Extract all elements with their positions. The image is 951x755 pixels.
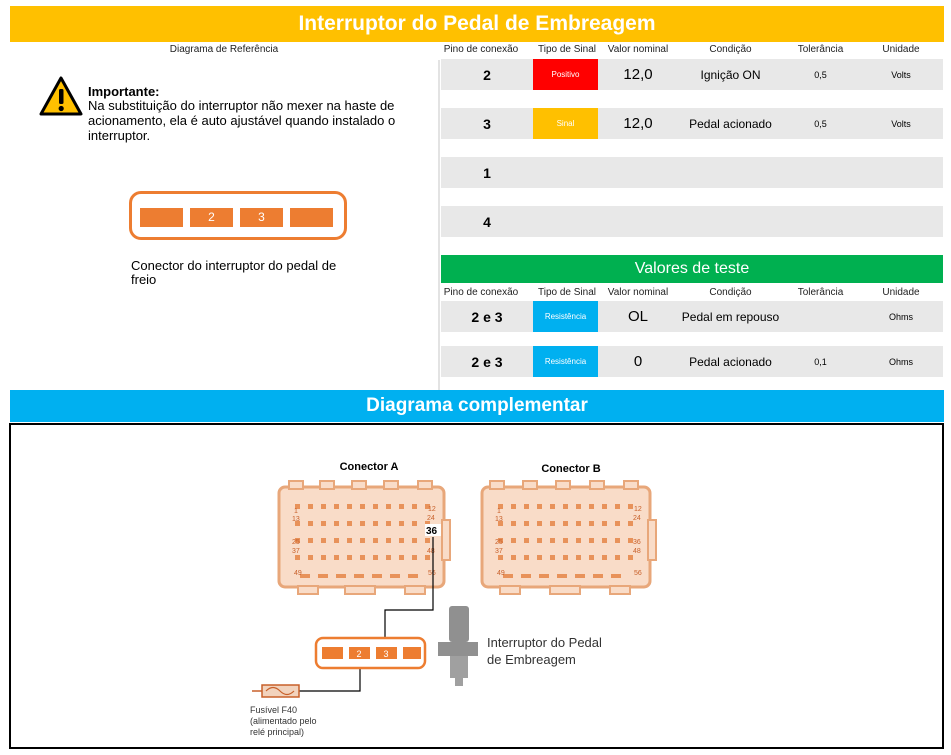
a-pin-label: 49 bbox=[294, 570, 302, 577]
switch-connector-diagram bbox=[316, 638, 425, 668]
row-pin: 4 bbox=[483, 213, 491, 230]
a-pin-label: 13 bbox=[292, 516, 300, 523]
signal-badge-positivo: Positivo bbox=[533, 59, 598, 90]
test-row-value: 0 bbox=[633, 353, 643, 370]
col-header-signal: Tipo de Sinal bbox=[538, 44, 596, 55]
col-header-pin: Pino de conexão bbox=[443, 44, 519, 55]
b-pin-label: 36 bbox=[633, 539, 641, 546]
test-row-unit: Ohms bbox=[888, 311, 913, 322]
a-pin-label: 25 bbox=[292, 539, 300, 546]
row-condition: Ignição ON bbox=[700, 67, 761, 82]
clutch-switch-icon bbox=[438, 606, 478, 686]
col-header-value: Valor nominal bbox=[607, 44, 669, 55]
row-tolerance: 0,5 bbox=[814, 69, 827, 80]
connector-pin-2: 2 bbox=[190, 208, 233, 227]
a-pin-36-label: 36 bbox=[426, 526, 438, 537]
row-pin: 3 bbox=[483, 115, 491, 132]
b-pin-label: 56 bbox=[634, 570, 642, 577]
fuse-label-line1: Fusível F40 bbox=[250, 705, 298, 715]
signal-badge-resistencia: Resistência bbox=[533, 301, 598, 332]
switch-pin-2-label: 2 bbox=[356, 649, 362, 659]
connector-b-title: Conector B bbox=[541, 463, 601, 475]
test-row-tolerance: 0,1 bbox=[814, 356, 827, 367]
row-value: 12,0 bbox=[623, 115, 653, 132]
switch-label-line2: de Embreagem bbox=[487, 652, 576, 667]
important-text: Na substituição do interruptor não mexer na haste de acionamento, ela é auto ajustável quando instalado o interruptor. bbox=[88, 98, 396, 143]
test-col-header-value: Valor nominal bbox=[607, 287, 669, 298]
reference-label: Diagrama de Referência bbox=[169, 44, 279, 55]
a-pin-label: 12 bbox=[428, 506, 436, 513]
a-pin-label: 24 bbox=[427, 515, 435, 522]
fuse-label-line2: (alimentado pelo bbox=[250, 716, 317, 726]
connector-a-title: Conector A bbox=[339, 461, 399, 473]
important-title: Importante: bbox=[88, 84, 160, 99]
test-col-header-tolerance: Tolerância bbox=[797, 287, 844, 298]
a-pin-label: 37 bbox=[292, 548, 300, 555]
a-pin-label: 56 bbox=[428, 570, 436, 577]
signal-badge-sinal: Sinal bbox=[533, 108, 598, 139]
a-pin-label: 48 bbox=[427, 548, 435, 555]
connector-caption: Conector do interruptor do pedal de freio bbox=[131, 258, 337, 287]
b-pin-label: 1 bbox=[497, 508, 501, 515]
test-row-pin: 2 e 3 bbox=[471, 353, 503, 370]
test-row-unit: Ohms bbox=[888, 356, 913, 367]
b-pin-label: 25 bbox=[495, 539, 503, 546]
row-tolerance: 0,5 bbox=[814, 118, 827, 129]
row-pin: 2 bbox=[483, 66, 491, 83]
b-pin-label: 37 bbox=[495, 548, 503, 555]
row-condition: Pedal acionado bbox=[689, 116, 772, 131]
connector-pin-3: 3 bbox=[240, 208, 283, 227]
switch-pin-3-label: 3 bbox=[383, 649, 389, 659]
col-header-tolerance: Tolerância bbox=[797, 44, 844, 55]
test-row-pin: 2 e 3 bbox=[471, 308, 503, 325]
test-row-value: OL bbox=[627, 308, 648, 325]
col-header-condition: Condição bbox=[709, 44, 752, 55]
test-row-condition: Pedal acionado bbox=[689, 354, 772, 369]
b-pin-label: 13 bbox=[495, 516, 503, 523]
fuse-icon bbox=[252, 685, 299, 697]
b-pin-label: 49 bbox=[497, 570, 505, 577]
b-pin-label: 12 bbox=[634, 506, 642, 513]
fuse-label-line3: relé principal) bbox=[250, 727, 305, 737]
b-pin-label: 48 bbox=[633, 548, 641, 555]
row-unit: Volts bbox=[891, 69, 911, 80]
test-col-header-condition: Condição bbox=[709, 287, 752, 298]
wire-pin2-to-fuse bbox=[299, 668, 360, 691]
test-col-header-pin: Pino de conexão bbox=[443, 287, 519, 298]
row-value: 12,0 bbox=[623, 66, 653, 83]
test-values-title: Valores de teste bbox=[441, 255, 943, 283]
a-pin-label: 1 bbox=[294, 508, 298, 515]
complementary-title: Diagrama complementar bbox=[10, 390, 944, 422]
switch-label-line1: Interruptor do Pedal bbox=[487, 635, 602, 650]
row-pin: 1 bbox=[483, 164, 491, 181]
row-unit: Volts bbox=[891, 118, 911, 129]
test-col-header-signal: Tipo de Sinal bbox=[538, 287, 596, 298]
col-header-unit: Unidade bbox=[882, 44, 920, 55]
page-title: Interruptor do Pedal de Embreagem bbox=[10, 6, 944, 42]
test-row-condition: Pedal em repouso bbox=[681, 309, 780, 324]
test-col-header-unit: Unidade bbox=[882, 287, 920, 298]
signal-badge-resistencia: Resistência bbox=[533, 346, 598, 377]
b-pin-label: 24 bbox=[633, 515, 641, 522]
